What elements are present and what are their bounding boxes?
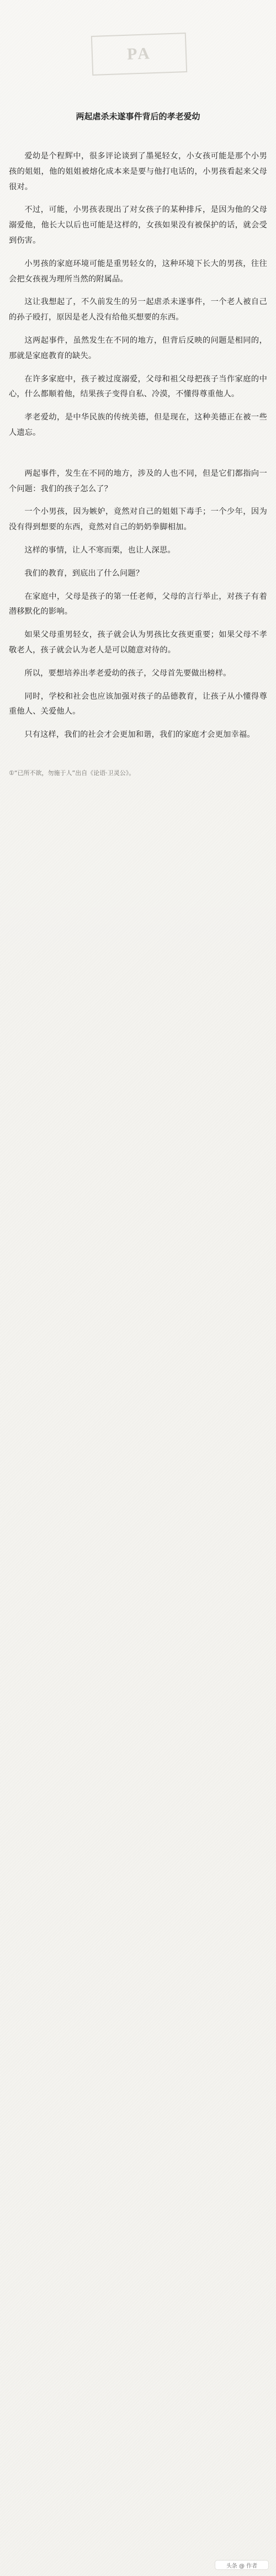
paragraph: 所以，要想培养出孝老爱幼的孩子，父母首先要做出榜样。	[24, 668, 231, 678]
paragraph: 我们的教育，到底出了什么问题？	[24, 569, 144, 578]
footnote: ①“已所不欲，勿施于人”出自《论语·卫灵公》。	[9, 769, 135, 777]
paragraph: 孝老爱幼，是中华民族的传统美德，但是现在，这种美德正在被一些人遗忘。	[9, 413, 267, 437]
section-1	[9, 149, 267, 441]
paragraph: 爱幼是个程辉中，很多评论谈到了墨冕轻女，小女孩可能是那个小男孩的姐姐，他的姐姐被熔化成本来是要与他打电话的，小男孩看起来父母很对。	[9, 152, 267, 192]
paragraph: 这让我想起了，不久前发生的另一起虐杀未遂事件，一个老人被自己的孙子殴打，原因是老人没有给他买想要的东西。	[9, 298, 267, 322]
paragraph: 在许多家庭中，孩子被过度溺爱，父母和祖父母把孩子当作家庭的中心，什么都顺着他，结果孩子变得自私、冷漠，不懂得尊重他人。	[9, 374, 267, 399]
paragraph: 同时，学校和社会也应该加强对孩子的品德教育，让孩子从小懂得尊重他人、关爱他人。	[9, 692, 267, 716]
paragraph: 小男孩的家庭环境可能是重男轻女的，这种环境下长大的男孩，往往会把女孩视为理所当然的附属品。	[9, 259, 267, 284]
paragraph: 这样的事情，让人不寒而栗，也让人深思。	[24, 545, 176, 555]
paragraph: 两起事件，发生在不同的地方，涉及的人也不同，但是它们都指向一个问题：我们的孩子怎么了？	[9, 469, 267, 493]
paragraph: 如果父母重男轻女，孩子就会认为男孩比女孩更重要；如果父母不孝敬老人，孩子就会认为老人是可以随意对待的。	[9, 630, 267, 655]
paragraph: 这两起事件，虽然发生在不同的地方，但背后反映的问题是相同的，那就是家庭教育的缺失。	[9, 336, 267, 360]
source-badge: 头条 @ 作者	[215, 2561, 268, 2569]
paragraph: 在家庭中，父母是孩子的第一任老师，父母的言行举止，对孩子有着潜移默化的影响。	[9, 592, 267, 617]
article-content	[9, 149, 267, 778]
paragraph: 只有这样，我们的社会才会更加和谐，我们的家庭才会更加幸福。	[24, 730, 255, 740]
article-header	[0, 0, 276, 127]
article-title: 两起虐杀未遂事件背后的孝老爱幼	[76, 111, 200, 121]
watermark-logo: PA	[91, 33, 187, 76]
section-2	[9, 466, 267, 743]
paragraph: 不过，可能，小男孩表现出了对女孩子的某种排斥，是因为他的父母溺爱他，他长大以后也可能是这样的，女孩如果没有被保护的话，就会受到伤害。	[9, 205, 267, 245]
paragraph: 一个小男孩，因为嫉妒，竟然对自己的姐姐下毒手；一个少年，因为没有得到想要的东西，竟然对自己的奶奶拳脚相加。	[9, 507, 267, 532]
